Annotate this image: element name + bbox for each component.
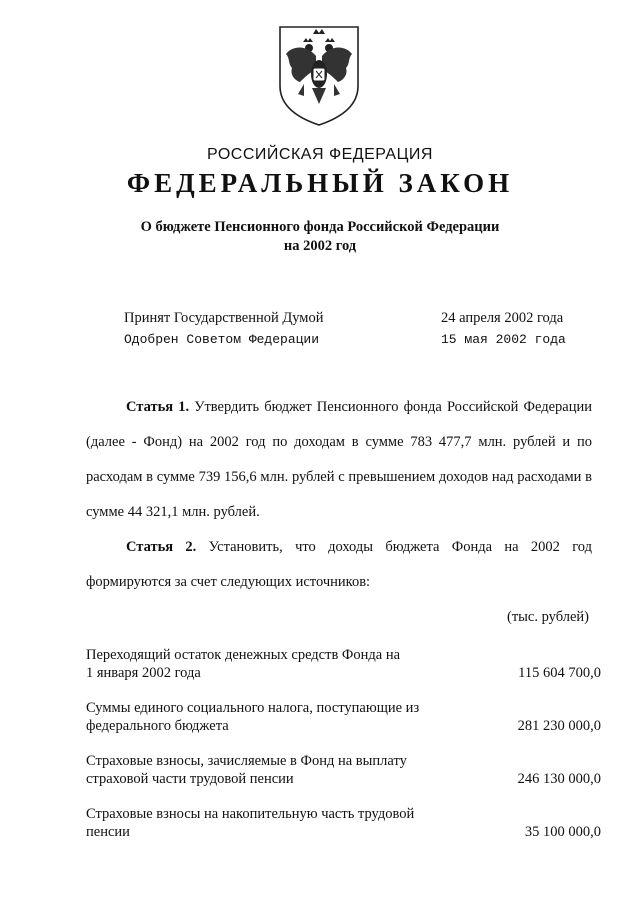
income-row-description <box>86 805 441 841</box>
adoption-label-council: Одобрен Советом Федерации <box>124 332 320 347</box>
document-title <box>0 218 640 256</box>
article-1 <box>86 390 592 530</box>
income-row-line-2: 1 января 2002 года <box>86 665 201 681</box>
income-row-line-2: страховой части трудовой пенсии <box>86 771 294 787</box>
income-row <box>86 805 601 841</box>
income-row <box>86 699 601 735</box>
adoption-date-duma: 24 апреля 2002 года <box>441 310 564 326</box>
income-row <box>86 646 601 682</box>
article-2 <box>86 530 592 600</box>
adoption-date-council: 15 мая 2002 года <box>441 332 566 347</box>
income-row-amount: 281 230 000,0 <box>517 718 601 734</box>
article-2-text: Установить, что доходы бюджета Фонда на 2002 год формируются за счет следующих источников: <box>86 539 592 590</box>
income-row-line-1: Переходящий остаток денежных средств Фонда на <box>86 647 401 663</box>
income-row <box>86 752 601 788</box>
document-title-line-1: О бюджете Пенсионного фонда Российской Федерации <box>140 219 500 235</box>
income-row-amount: 35 100 000,0 <box>524 824 601 840</box>
table-unit-label: (тыс. рублей) <box>507 609 589 625</box>
income-row-description <box>86 752 441 788</box>
coat-of-arms-emblem <box>276 24 362 128</box>
article-2-heading: Статья 2. <box>126 539 197 555</box>
adoption-label-duma: Принят Государственной Думой <box>124 310 324 326</box>
document-type: ФЕДЕРАЛЬНЫЙ ЗАКОН <box>126 168 514 198</box>
income-row-line-2: пенсии <box>86 824 130 840</box>
article-1-text: Утвердить бюджет Пенсионного фонда Российской Федерации (далее - Фонд) на 2002 год по доходам в сумме 783 477,7 млн. рублей и по расходам в сумме 739 156,6 млн. рублей с превышением доходов над расходами в сумме 44 321,1 млн. рублей. <box>86 399 592 520</box>
income-row-line-1: Суммы единого социального налога, поступающие из <box>86 700 420 716</box>
document-title-line-2: на 2002 год <box>283 238 357 254</box>
income-row-line-2: федерального бюджета <box>86 718 229 734</box>
income-row-line-1: Страховые взносы на накопительную часть трудовой <box>86 806 415 822</box>
income-row-amount: 246 130 000,0 <box>517 771 601 787</box>
article-1-heading: Статья 1. <box>126 399 190 415</box>
income-row-description <box>86 699 441 735</box>
income-row-amount: 115 604 700,0 <box>518 665 601 681</box>
state-name: РОССИЙСКАЯ ФЕДЕРАЦИЯ <box>207 146 433 163</box>
income-row-description <box>86 646 441 682</box>
income-row-line-1: Страховые взносы, зачисляемые в Фонд на выплату <box>86 753 407 769</box>
